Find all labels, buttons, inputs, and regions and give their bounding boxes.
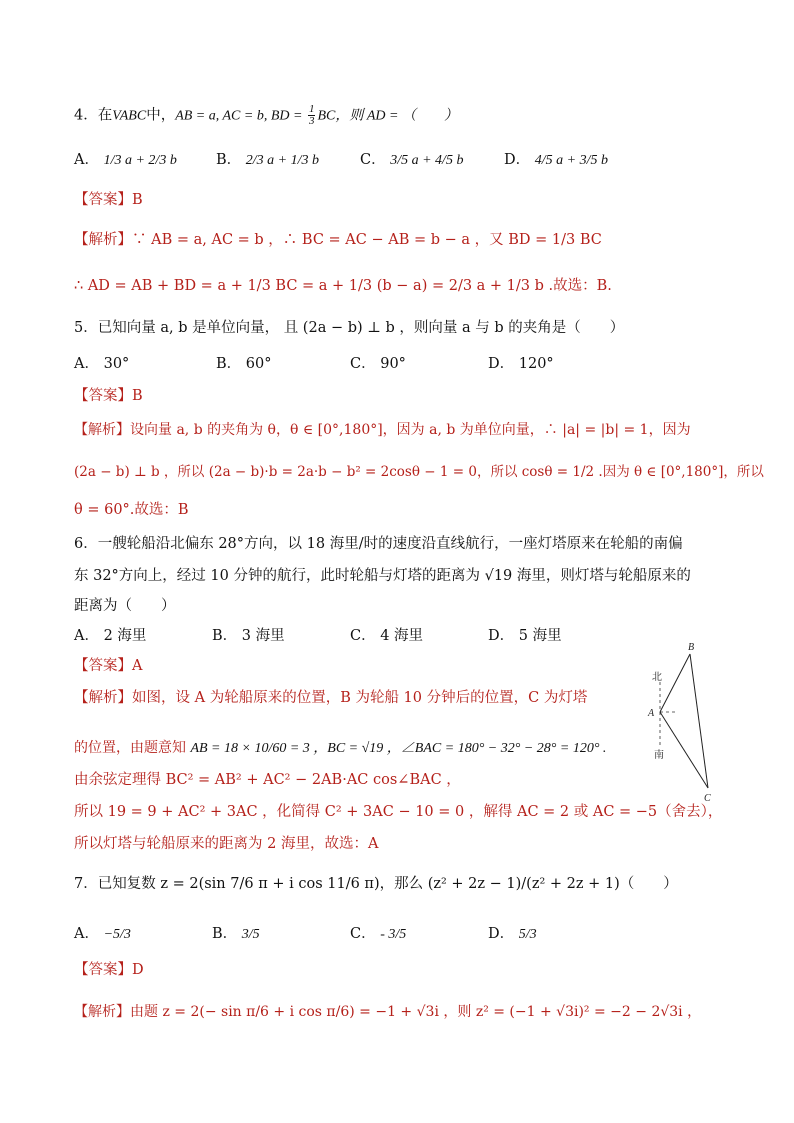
q5-option-a: A． 30° bbox=[74, 356, 130, 372]
q4-analysis-line-1: 【解析】∵ AB = a, AC = b ，∴ BC = AC − AB = b − a ，又 BD = 1/3 BC bbox=[74, 232, 602, 248]
q5-option-c: C． 90° bbox=[350, 356, 406, 372]
q6-option-b: B． 3 海里 bbox=[212, 628, 285, 644]
q7-stem: 7．已知复数 z = 2(sin 7/6 π + i cos 11/6 π)，那么 (z² + 2z − 1)/(z² + 2z + 1)（ ） bbox=[74, 876, 678, 892]
q7-option-b: B． 3/5 bbox=[212, 926, 260, 942]
q6-stem-line-1: 6．一艘轮船沿北偏东 28°方向，以 18 海里/时的速度沿直线航行，一座灯塔原来在轮船的南偏 bbox=[74, 536, 683, 552]
q4-option-a: A． 1/3 a + 2/3 b bbox=[74, 152, 177, 168]
q5-stem: 5．已知向量 a, b 是单位向量， 且 (2a − b) ⊥ b ，则向量 a 与 b 的夹角是（ ） bbox=[74, 320, 625, 336]
point-c-label: C bbox=[704, 793, 711, 804]
q4-option-d: D． 4/5 a + 3/5 b bbox=[504, 152, 608, 168]
point-b-label: B bbox=[688, 642, 695, 653]
q5-analysis-line-1: 【解析】设向量 a, b 的夹角为 θ，θ ∈ [0°,180°]，因为 a, b 为单位向量，∴ |a| = |b| = 1，因为 bbox=[74, 422, 691, 438]
q6-analysis-line-5: 所以灯塔与轮船原来的距离为 2 海里，故选：A bbox=[74, 836, 379, 852]
q6-analysis-line-1: 【解析】如图，设 A 为轮船原来的位置，B 为轮船 10 分钟后的位置，C 为灯塔 bbox=[74, 690, 588, 706]
south-label: 南 bbox=[654, 750, 664, 761]
q6-analysis-line-2: 的位置，由题意知 AB = 18 × 10/60 = 3 ，BC = √19 ，∠BAC = 180° − 32° − 28° = 120° . bbox=[74, 740, 607, 756]
q7-option-c: C． - 3/5 bbox=[350, 926, 407, 942]
q6-answer: 【答案】A bbox=[74, 658, 143, 674]
side-ac bbox=[660, 712, 708, 788]
q5-analysis-line-3: θ = 60°.故选：B bbox=[74, 502, 189, 518]
q4-stem: 4．在VABC中，AB = a, AC = b, BD = $\frac{1}{3}$ BC，则 AD = （ ） bbox=[74, 103, 458, 127]
q5-answer: 【答案】B bbox=[74, 388, 143, 404]
q7-option-d: D． 5/3 bbox=[488, 926, 537, 942]
point-a-label: A bbox=[648, 708, 655, 719]
q6-option-a: A． 2 海里 bbox=[74, 628, 147, 644]
q5-analysis-line-2: (2a − b) ⊥ b ，所以 (2a − b)·b = 2a·b − b² = 2cosθ − 1 = 0，所以 cosθ = 1/2 .因为 θ ∈ [0°,180°]，所以 bbox=[74, 464, 764, 480]
q6-triangle-figure bbox=[640, 638, 730, 806]
q5-option-d: D． 120° bbox=[488, 356, 554, 372]
q4-option-c: C． 3/5 a + 4/5 b bbox=[360, 152, 464, 168]
q5-option-b: B． 60° bbox=[216, 356, 272, 372]
north-label: 北 bbox=[652, 672, 662, 683]
q4-answer: 【答案】B bbox=[74, 192, 143, 208]
q6-analysis-line-3: 由余弦定理得 BC² = AB² + AC² − 2AB·AC cos∠BAC ， bbox=[74, 772, 461, 788]
q7-option-a: A． −5/3 bbox=[74, 926, 131, 942]
q6-option-d: D． 5 海里 bbox=[488, 628, 562, 644]
q6-analysis-line-4: 所以 19 = 9 + AC² + 3AC ，化简得 C² + 3AC − 10 = 0 ，解得 AC = 2 或 AC = −5（舍去）， bbox=[74, 804, 723, 820]
q6-stem-line-3: 距离为（ ） bbox=[74, 598, 176, 614]
q6-option-c: C． 4 海里 bbox=[350, 628, 424, 644]
q7-analysis-line-1: 【解析】由题 z = 2(− sin π/6 + i cos π/6) = −1 + √3i ，则 z² = (−1 + √3i)² = −2 − 2√3i ， bbox=[74, 1004, 702, 1020]
q7-answer: 【答案】D bbox=[74, 962, 144, 978]
side-bc bbox=[690, 654, 708, 788]
side-ab bbox=[660, 654, 690, 712]
q4-analysis-line-2: ∴ AD = AB + BD = a + 1/3 BC = a + 1/3 (b − a) = 2/3 a + 1/3 b .故选：B. bbox=[74, 278, 612, 294]
q6-stem-line-2: 东 32°方向上，经过 10 分钟的航行，此时轮船与灯塔的距离为 √19 海里，则灯塔与轮船原来的 bbox=[74, 568, 691, 584]
q4-option-b: B． 2/3 a + 1/3 b bbox=[216, 152, 319, 168]
